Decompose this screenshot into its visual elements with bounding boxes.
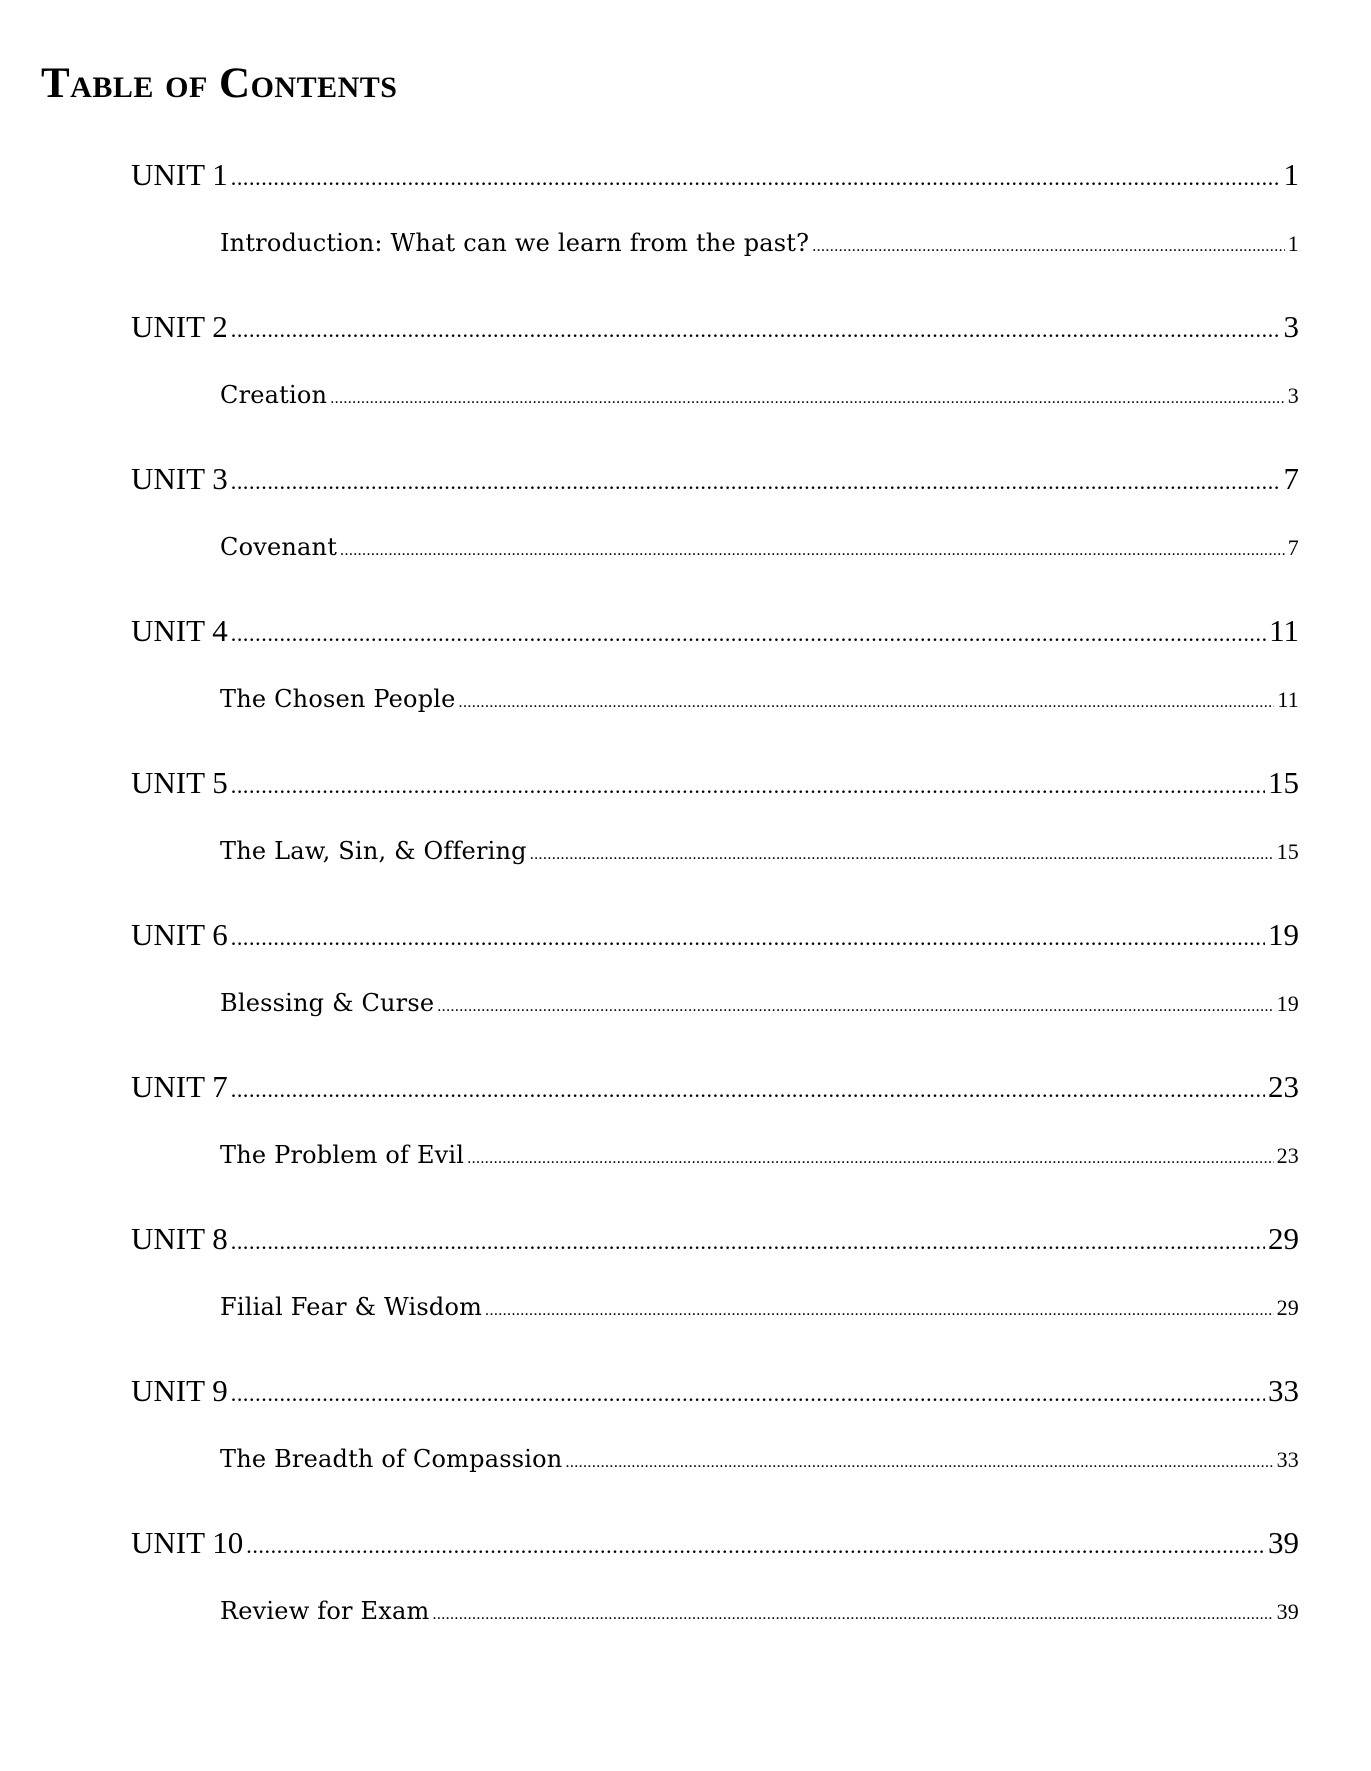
unit-page-number: 1: [1283, 157, 1299, 192]
unit-page-number: 29: [1268, 1221, 1299, 1256]
topic-label: The Chosen People: [220, 685, 456, 713]
toc-topic-entry[interactable]: [220, 1445, 1299, 1473]
dot-leader: [231, 1381, 1265, 1407]
topic-label: Covenant: [220, 533, 338, 561]
unit-page-number: 23: [1268, 1069, 1299, 1104]
dot-leader: [231, 1229, 1265, 1255]
dot-leader: [231, 1077, 1265, 1103]
unit-label: UNIT 6: [131, 917, 228, 952]
topic-page-number: 11: [1277, 687, 1299, 712]
dot-leader: [437, 998, 1273, 1016]
unit-page-number: 19: [1268, 917, 1299, 952]
unit-page-number: 39: [1268, 1525, 1299, 1560]
toc-unit-entry[interactable]: [131, 461, 1299, 497]
toc-topic-entry[interactable]: [220, 533, 1299, 561]
toc-unit-entry[interactable]: [131, 613, 1299, 649]
page-title: Table of Contents: [41, 60, 398, 107]
toc-topic-entry[interactable]: [220, 229, 1299, 257]
toc-unit-entry[interactable]: [131, 1221, 1299, 1257]
topic-page-number: 23: [1276, 1143, 1299, 1168]
unit-page-number: 15: [1268, 765, 1299, 800]
dot-leader: [231, 773, 1265, 799]
dot-leader: [812, 238, 1285, 256]
dot-leader: [231, 317, 1281, 343]
unit-label: UNIT 4: [131, 613, 228, 648]
unit-page-number: 11: [1269, 613, 1299, 648]
topic-page-number: 3: [1287, 383, 1299, 408]
toc-unit-entry[interactable]: [131, 1525, 1299, 1561]
topic-page-number: 15: [1276, 839, 1299, 864]
unit-label: UNIT 1: [131, 157, 228, 192]
toc-unit-entry[interactable]: [131, 1069, 1299, 1105]
toc-topic-entry[interactable]: [220, 989, 1299, 1017]
topic-label: Introduction: What can we learn from the past?: [220, 229, 810, 257]
topic-page-number: 1: [1287, 231, 1299, 256]
unit-page-number: 7: [1283, 461, 1299, 496]
topic-page-number: 19: [1276, 991, 1299, 1016]
topic-label: The Breadth of Compassion: [220, 1445, 563, 1473]
dot-leader: [330, 390, 1285, 408]
toc-topic-entry[interactable]: [220, 1597, 1299, 1625]
dot-leader: [565, 1454, 1273, 1472]
toc-topic-entry[interactable]: [220, 1293, 1299, 1321]
topic-label: Blessing & Curse: [220, 989, 435, 1017]
dot-leader: [231, 621, 1266, 647]
toc-topic-entry[interactable]: [220, 381, 1299, 409]
unit-page-number: 3: [1283, 309, 1299, 344]
topic-label: Filial Fear & Wisdom: [220, 1293, 483, 1321]
topic-page-number: 29: [1276, 1295, 1299, 1320]
toc-topic-entry[interactable]: [220, 1141, 1299, 1169]
dot-leader: [231, 469, 1281, 495]
dot-leader: [231, 165, 1281, 191]
dot-leader: [246, 1533, 1265, 1559]
toc-unit-entry[interactable]: [131, 1373, 1299, 1409]
dot-leader: [530, 846, 1274, 864]
toc-unit-entry[interactable]: [131, 765, 1299, 801]
dot-leader: [459, 694, 1275, 712]
unit-page-number: 33: [1268, 1373, 1299, 1408]
toc-unit-entry[interactable]: [131, 917, 1299, 953]
unit-label: UNIT 7: [131, 1069, 228, 1104]
dot-leader: [467, 1150, 1273, 1168]
dot-leader: [432, 1606, 1273, 1624]
topic-page-number: 39: [1276, 1599, 1299, 1624]
topic-page-number: 33: [1276, 1447, 1299, 1472]
toc-topic-entry[interactable]: [220, 685, 1299, 713]
unit-label: UNIT 3: [131, 461, 228, 496]
dot-leader: [485, 1302, 1274, 1320]
toc-topic-entry[interactable]: [220, 837, 1299, 865]
unit-label: UNIT 10: [131, 1525, 244, 1560]
toc-unit-entry[interactable]: [131, 157, 1299, 193]
toc-unit-entry[interactable]: [131, 309, 1299, 345]
dot-leader: [340, 542, 1285, 560]
topic-label: The Law, Sin, & Offering: [220, 837, 527, 865]
unit-label: UNIT 5: [131, 765, 228, 800]
topic-page-number: 7: [1287, 535, 1299, 560]
unit-label: UNIT 8: [131, 1221, 228, 1256]
topic-label: The Problem of Evil: [220, 1141, 465, 1169]
unit-label: UNIT 9: [131, 1373, 228, 1408]
topic-label: Review for Exam: [220, 1597, 430, 1625]
unit-label: UNIT 2: [131, 309, 228, 344]
topic-label: Creation: [220, 381, 328, 409]
dot-leader: [231, 925, 1265, 951]
